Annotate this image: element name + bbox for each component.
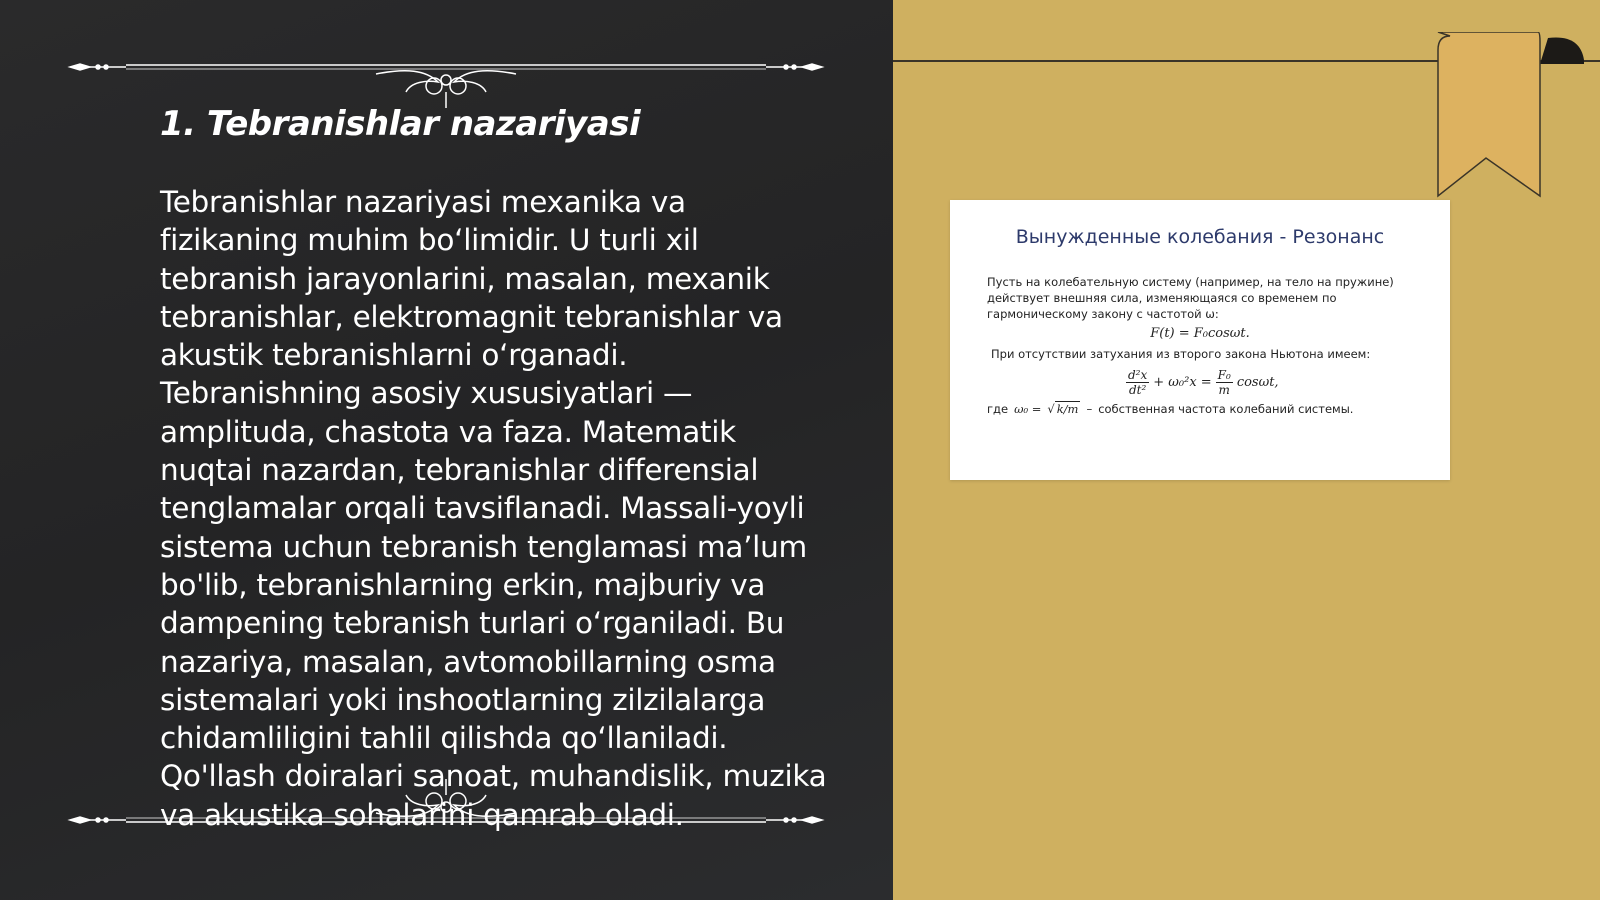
where-prefix: где (987, 402, 1009, 416)
bookmark-ribbon (1420, 32, 1600, 202)
where-dash: – (1086, 402, 1093, 416)
slide-title: 1. Tebranishlar nazariyasi (160, 104, 641, 144)
sqrt-expression: √ k/m (1047, 402, 1079, 416)
equation-middle: + ω₀²x = (1153, 374, 1212, 390)
top-ornament-divider (66, 52, 826, 112)
card-intro-text: Пусть на колебательную систему (например, на тело на пружине) действует внешняя сила, изменяющаяся со временем по гармоническому закону с частотой ω: (987, 275, 1394, 321)
slide-body-text: Tebranishlar nazariyasi mexanika va fizikaning muhim bo‘limidir. U turli xil tebranish jarayonlarini, masalan, mexanik tebranishlar, elektromagnit tebranishlar va akustik tebranishlarni o‘rganadi. Tebranishning asosiy xususiyatlari — amplituda, chastota va faza. Matematik nuqtai nazardan, tebranishlar differensial tenglamalar orqali tavsiflanadi. Massali-yoyli sistema uchun tebranish tenglamasi ma’lum bo'lib, tebranishlarning erkin, majburiy va dampening tebranish turlari o‘rganiladi. Bu nazariya, masalan, avtomobillarning osma sistemalari yoki inshootlarning zilzilalarga chidamliligini tahlil qilishda qo‘llaniladi. Qo'llash doiralari sanoat, muhandislik, muzika va akustika sohalarini qamrab oladi. (160, 185, 827, 832)
derivative-denominator: dt² (1128, 382, 1147, 397)
force-equation: F(t) = F₀cosωt. (1150, 326, 1250, 341)
where-suffix: собственная частота колебаний системы. (1098, 402, 1354, 416)
resonance-slide-card (950, 200, 1450, 480)
force-numerator: F₀ (1217, 367, 1231, 382)
omega-zero: ω₀ = (1014, 402, 1042, 416)
motion-equation (1126, 365, 1279, 399)
derivative-fraction (1126, 368, 1149, 397)
card-title: Вынужденные колебания - Резонанс (1015, 226, 1385, 248)
natural-frequency-line (987, 402, 1353, 416)
mass-denominator: m (1218, 382, 1230, 397)
force-mass-fraction (1216, 368, 1233, 397)
equation-tail: cosωt, (1236, 374, 1279, 390)
sqrt-content: k/m (1056, 402, 1079, 416)
card-newton-text: При отсутствии затухания из второго закона Ньютона имеем: (991, 347, 1371, 361)
derivative-numerator: d²x (1128, 367, 1148, 382)
